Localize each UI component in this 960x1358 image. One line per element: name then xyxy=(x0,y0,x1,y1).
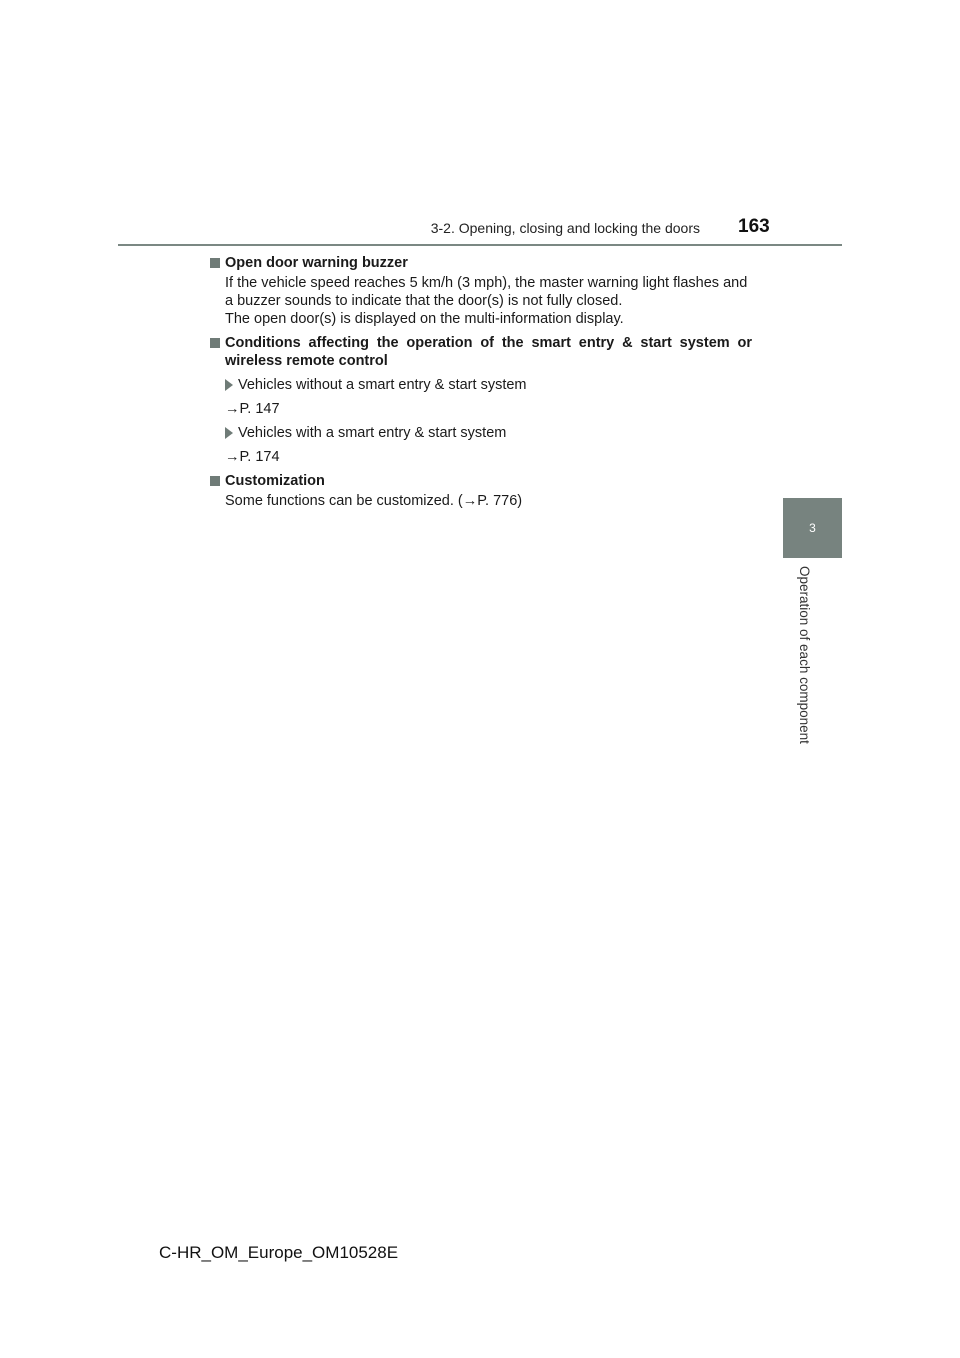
list-item: Vehicles with a smart entry & start system xyxy=(208,424,752,442)
page-number: 163 xyxy=(738,216,770,237)
section-open-door-warning xyxy=(208,254,752,328)
page-reference-link[interactable]: →P. 174 xyxy=(225,449,280,465)
section-body xyxy=(208,274,752,328)
section-heading: Conditions affecting the operation of the smart entry & start system or wireless remote control xyxy=(208,334,752,370)
square-bullet-icon xyxy=(210,258,220,268)
section-heading: Customization xyxy=(208,472,752,490)
document-id: C-HR_OM_Europe_OM10528E xyxy=(159,1243,399,1262)
chapter-number: 3 xyxy=(809,521,816,535)
paragraph: The open door(s) is displayed on the multi-information display. xyxy=(225,311,624,327)
list-item: Vehicles without a smart entry & start system xyxy=(208,376,752,394)
page-reference-link[interactable]: →P. 147 xyxy=(225,401,280,417)
square-bullet-icon xyxy=(210,338,220,348)
paragraph: If the vehicle speed reaches 5 km/h (3 mph), the master warning light flashes and a buzzer sounds to indicate that the door(s) is not fully closed. xyxy=(225,275,748,309)
section-customization xyxy=(208,472,752,510)
section-title: 3-2. Opening, closing and locking the doors xyxy=(430,220,700,236)
page-content xyxy=(208,254,752,516)
triangle-bullet-icon xyxy=(225,427,233,439)
section-body xyxy=(208,492,752,510)
chapter-title: Operation of each component xyxy=(797,566,812,744)
section-heading: Open door warning buzzer xyxy=(208,254,752,272)
header-divider xyxy=(118,244,842,246)
chapter-tab xyxy=(783,498,842,558)
section-smart-entry-conditions xyxy=(208,334,752,466)
triangle-bullet-icon xyxy=(225,379,233,391)
square-bullet-icon xyxy=(210,476,220,486)
paragraph: Some functions can be customized. (→P. 776) xyxy=(225,493,523,509)
